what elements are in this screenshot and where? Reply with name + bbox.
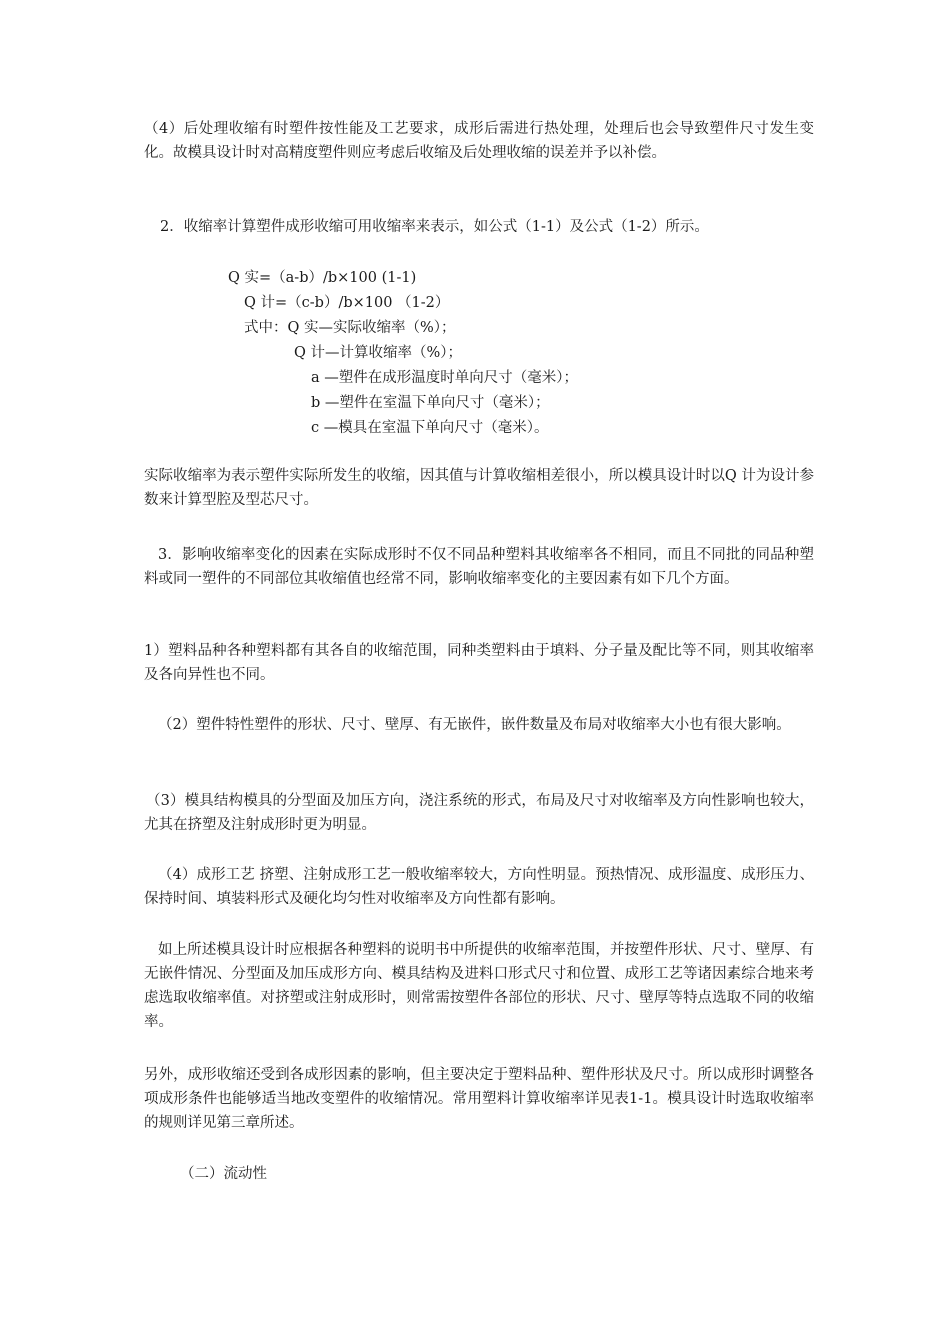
- formula-where-q-calc: Q 计—计算收缩率（%）；: [294, 345, 463, 361]
- paragraph-summary: 如上所述模具设计时应根据各种塑料的说明书中所提供的收缩率范围，并按塑件形状、尺寸、壁厚、有无嵌件情况、分型面及加压成形方向、模具结构及进料口形式尺寸和位置、成形工艺等诸因素综合地来考虑选取收缩率值。对挤塑或注射成形时，则常需按塑件各部位的形状、尺寸、壁厚等特点选取不同的收缩率。: [144, 942, 814, 1030]
- formula-variable-b: b —塑件在室温下单向尺寸（毫米）；: [311, 395, 550, 411]
- factor-part-characteristics: （2）塑件特性塑件的形状、尺寸、壁厚、有无嵌件，嵌件数量及布局对收缩率大小也有很大影响。: [158, 717, 791, 733]
- factor-molding-process: （4）成形工艺 挤塑、注射成形工艺一般收缩率较大，方向性明显。预热情况、成形温度、成形压力、保持时间、填装料形式及硬化均匀性对收缩率及方向性都有影响。: [144, 867, 814, 907]
- paragraph-post-processing-shrinkage: （4）后处理收缩有时塑件按性能及工艺要求，成形后需进行热处理，处理后也会导致塑件尺寸发生变化。故模具设计时对高精度塑件则应考虑后收缩及后处理收缩的误差并予以补偿。: [144, 121, 814, 161]
- section-heading-fluidity: （二）流动性: [180, 1166, 267, 1182]
- paragraph-actual-shrinkage: 实际收缩率为表示塑件实际所发生的收缩，因其值与计算收缩相差很小，所以模具设计时以Q 计为设计参数来计算型腔及型芯尺寸。: [144, 468, 814, 508]
- formula-variable-c: c —模具在室温下单向尺寸（毫米）。: [311, 420, 549, 436]
- factor-plastic-type: 1）塑料品种各种塑料都有其各自的收缩范围，同种类塑料由于填料、分子量及配比等不同，则其收缩率及各向异性也不同。: [144, 643, 814, 683]
- formula-variable-a: a —塑件在成形温度时单向尺寸（毫米）；: [311, 370, 579, 386]
- formula-actual-shrinkage: Q 实=（a-b）/b×100 (1-1): [228, 270, 417, 286]
- factor-mold-structure: （3）模具结构模具的分型面及加压方向，浇注系统的形式，布局及尺寸对收缩率及方向性影响也较大，尤其在挤塑及注射成形时更为明显。: [144, 793, 814, 833]
- section-heading-shrinkage-calculation: 2．收缩率计算塑件成形收缩可用收缩率来表示，如公式（1-1）及公式（1-2）所示。: [160, 219, 709, 235]
- paragraph-other-factors: 另外，成形收缩还受到各成形因素的影响，但主要决定于塑料品种、塑件形状及尺寸。所以成形时调整各项成形条件也能够适当地改变塑件的收缩情况。常用塑料计算收缩率详见表1-1。模具设计时选取收缩率的规则详见第三章所述。: [144, 1067, 814, 1131]
- section-heading-shrinkage-factors: 3．影响收缩率变化的因素在实际成形时不仅不同品种塑料其收缩率各不相同，而且不同批的同品种塑料或同一塑件的不同部位其收缩值也经常不同，影响收缩率变化的主要因素有如下几个方面。: [144, 547, 814, 587]
- formula-calculated-shrinkage: Q 计=（c-b）/b×100 （1-2）: [244, 295, 450, 311]
- formula-where-q-actual: 式中：Q 实—实际收缩率（%）；: [244, 320, 456, 336]
